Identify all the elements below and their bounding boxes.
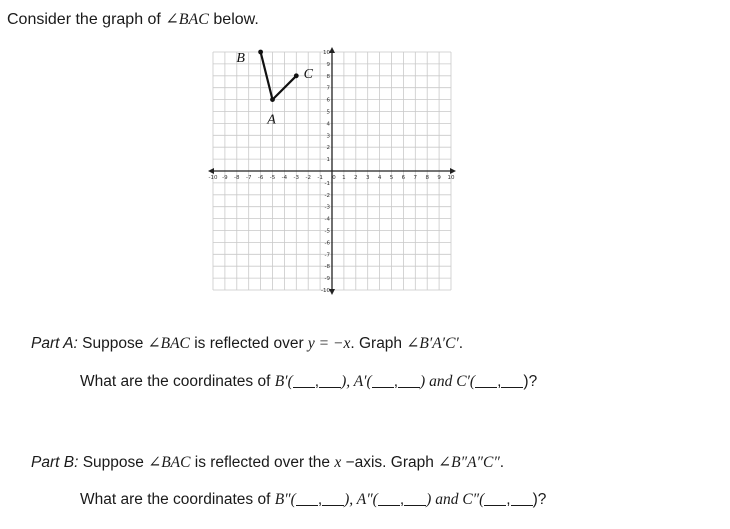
- x-tick-label: -6: [257, 175, 264, 181]
- point-a: [270, 97, 275, 102]
- part-b-axis: x: [334, 454, 342, 471]
- x-tick-label: -9: [222, 175, 228, 181]
- angle-bac: [236, 50, 313, 128]
- x-tick-label: -4: [281, 175, 288, 181]
- x-tick-label: 8: [425, 175, 429, 181]
- x-tick-label: -1: [317, 175, 323, 181]
- point-label-b: B: [236, 51, 245, 66]
- x-tick-label: 7: [413, 175, 418, 181]
- part-b-question-text: What are the coordinates of: [80, 491, 275, 508]
- x-tick-label: 0: [332, 175, 336, 181]
- y-tick-label: -6: [324, 240, 330, 247]
- x-axis-left-arrow: [208, 168, 214, 174]
- point-b: [258, 50, 263, 55]
- y-tick-label: 1: [326, 157, 330, 164]
- x-tick-label: -7: [245, 175, 252, 181]
- part-a-question: What are the coordinates of B′( , ), A′( , ) and C′( , )?: [80, 373, 538, 390]
- part-b-statement: [31, 453, 504, 472]
- part-b-a-double-prime: ), A″(: [344, 491, 378, 508]
- part-b-text-4: .: [499, 454, 505, 471]
- point-c: [294, 73, 299, 78]
- part-b-close: )?: [532, 491, 547, 508]
- part-a-a-prime: ), A′(: [341, 373, 372, 390]
- blank-input[interactable]: [404, 491, 426, 506]
- part-b-b-double-prime: B″(: [274, 491, 296, 508]
- y-tick-label: -8: [324, 264, 330, 271]
- y-tick-label: 3: [326, 133, 330, 140]
- x-tick-label: -8: [234, 175, 240, 181]
- part-b-text-2: is reflected over the: [190, 454, 335, 471]
- y-tick-label: -10: [321, 288, 330, 294]
- blank-input[interactable]: [319, 373, 341, 388]
- y-tick-label: 2: [326, 145, 330, 152]
- part-a-b-prime: B′(: [274, 373, 293, 390]
- blank-input[interactable]: [475, 373, 497, 388]
- part-a-text-4: .: [458, 335, 464, 352]
- point-label-a: A: [267, 112, 276, 128]
- intro-angle: ∠BAC: [165, 11, 209, 28]
- part-b-image-angle: ∠B″A″C″: [438, 454, 500, 471]
- y-tick-label: -5: [324, 228, 330, 235]
- part-a-question-text: What are the coordinates of: [80, 373, 275, 390]
- y-tick-label: -4: [324, 216, 330, 223]
- y-tick-label: 5: [326, 109, 330, 116]
- part-a-equation: y = −x: [307, 335, 351, 352]
- x-tick-label: -2: [305, 175, 311, 181]
- blank-input[interactable]: [293, 373, 315, 388]
- part-a-image-angle: ∠B′A′C′: [406, 335, 459, 352]
- blank-input[interactable]: [501, 373, 523, 388]
- y-tick-label: 7: [326, 85, 330, 92]
- part-b-text-3: −axis. Graph: [341, 454, 439, 471]
- x-tick-label: 9: [437, 175, 441, 181]
- blank-input[interactable]: [322, 491, 344, 506]
- x-tick-label: -3: [293, 175, 300, 181]
- part-a-angle: ∠BAC: [147, 335, 190, 352]
- y-tick-label: -3: [324, 204, 330, 211]
- y-tick-label: 10: [323, 50, 330, 56]
- y-tick-label: 8: [326, 73, 330, 80]
- intro-pre: Consider the graph of: [7, 11, 166, 28]
- y-tick-label: -7: [324, 252, 330, 259]
- x-tick-label: 6: [401, 175, 406, 181]
- part-a-statement: [31, 334, 463, 353]
- part-a-close: )?: [523, 373, 538, 390]
- part-b-heading: Part B:: [31, 454, 79, 471]
- part-a-text-1: Suppose: [77, 335, 148, 352]
- part-a-c-prime: ) and C′(: [420, 373, 476, 390]
- y-tick-label: -9: [324, 276, 330, 283]
- blank-input[interactable]: [484, 491, 506, 506]
- y-tick-label: -1: [324, 180, 330, 187]
- x-tick-label: 1: [342, 175, 346, 181]
- part-b-c-double-prime: ) and C″(: [426, 491, 485, 508]
- x-tick-label: 5: [389, 175, 394, 181]
- y-tick-label: 6: [326, 97, 330, 104]
- x-tick-label: 4: [377, 175, 382, 181]
- coordinate-graph: [210, 48, 480, 313]
- blank-input[interactable]: [378, 491, 400, 506]
- part-b-question: What are the coordinates of B″( , ), A″( , ) and C″( , )?: [80, 491, 547, 508]
- part-b-angle: ∠BAC: [148, 454, 191, 471]
- x-axis-right-arrow: [450, 168, 456, 174]
- blank-input[interactable]: [511, 491, 533, 506]
- part-b-text-1: Suppose: [78, 454, 149, 471]
- x-tick-label: -10: [208, 175, 218, 181]
- blank-input[interactable]: [296, 491, 318, 506]
- x-tick-label: -5: [269, 175, 276, 181]
- part-a-text-3: . Graph: [350, 335, 407, 352]
- x-tick-label: 10: [447, 175, 455, 181]
- y-tick-label: 4: [326, 121, 330, 128]
- blank-input[interactable]: [372, 373, 394, 388]
- part-a-text-2: is reflected over: [189, 335, 308, 352]
- y-tick-label: -2: [324, 192, 330, 199]
- x-tick-label: 2: [354, 175, 358, 181]
- point-label-c: C: [303, 66, 313, 82]
- intro-post: below.: [208, 11, 259, 28]
- graph-axes: [208, 47, 456, 295]
- part-a-heading: Part A:: [31, 335, 78, 352]
- blank-input[interactable]: [398, 373, 420, 388]
- intro-text: [7, 9, 259, 29]
- x-tick-label: 3: [365, 175, 370, 181]
- y-tick-label: 9: [326, 61, 330, 68]
